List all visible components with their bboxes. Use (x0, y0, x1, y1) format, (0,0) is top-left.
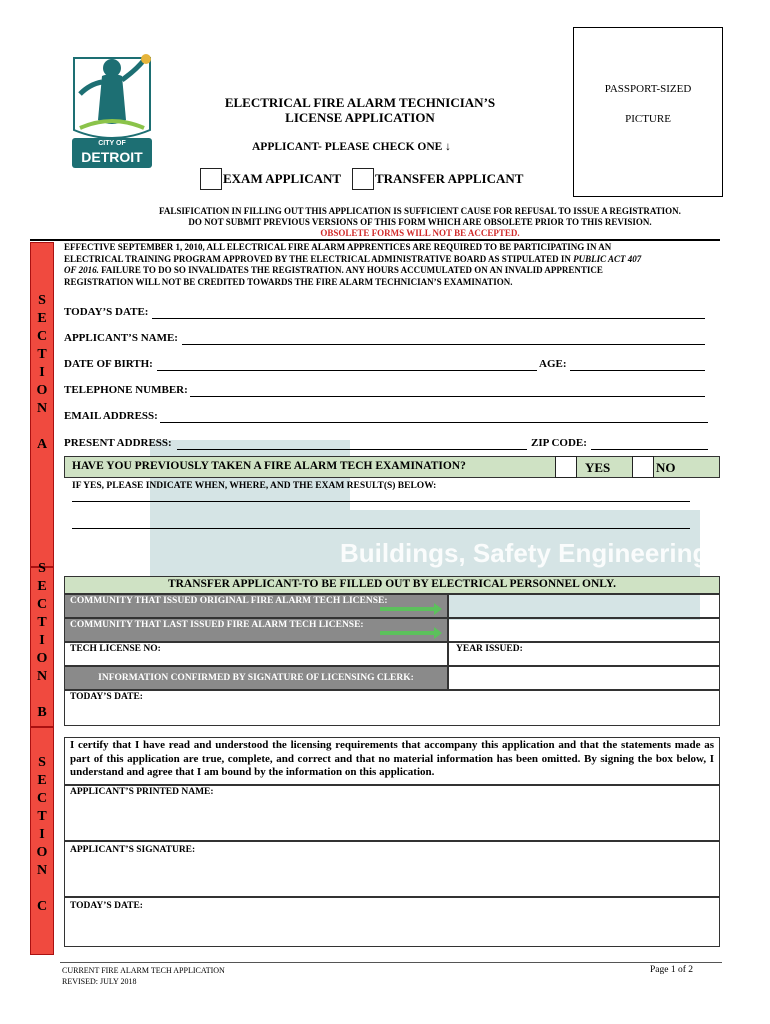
apprentice-notice (64, 242, 726, 288)
side-letter: O (36, 383, 48, 398)
previous-exam-yes-label: YES (585, 460, 611, 475)
side-letter: N (36, 863, 48, 878)
side-letter: O (36, 845, 48, 860)
transfer-applicant-checkbox[interactable] (352, 168, 374, 190)
notice-line2-text: ELECTRICAL TRAINING PROGRAM APPROVED BY THE ELECTRICAL ADMINISTRATIVE BOARD AS STIPULATED IN (64, 253, 574, 264)
email-input[interactable] (160, 422, 708, 423)
city-of-detroit-logo (66, 50, 158, 172)
page-number: Page 1 of 2 (650, 965, 694, 975)
side-letter: T (37, 347, 47, 362)
passport-label-line1: PASSPORT-SIZED (604, 83, 692, 95)
footer-revised: REVISED: JULY 2018 (62, 977, 137, 986)
arrow-icon (380, 607, 434, 611)
notice-line4: REGISTRATION WILL NOT BE CREDITED TOWARDS THE FIRE ALARM TECHNICIAN’S EXAMINATION. (64, 276, 513, 287)
side-letter: E (37, 579, 47, 594)
section-c-todays-date-cell[interactable] (64, 897, 720, 947)
warning-line1: FALSIFICATION IN FILLING OUT THIS APPLICATION IS SUFFICIENT CAUSE FOR REFUSAL TO ISSUE A REGISTRATION. (159, 206, 681, 216)
passport-label-line2: PICTURE (625, 113, 671, 125)
todays-date-label: TODAY’S DATE: (64, 306, 149, 318)
last-community-input[interactable] (448, 618, 720, 642)
clerk-signature-input[interactable] (448, 666, 720, 690)
side-letter: S (38, 561, 46, 576)
previous-exam-no-checkbox[interactable] (632, 456, 654, 478)
form-title-line1: ELECTRICAL FIRE ALARM TECHNICIAN’S (224, 95, 496, 110)
section-c-todays-date-label: TODAY’S DATE: (70, 901, 143, 911)
applicant-name-label: APPLICANT’S NAME: (64, 332, 178, 344)
side-letter (31, 418, 53, 436)
footer-form-name: CURRENT FIRE ALARM TECH APPLICATION (62, 966, 225, 975)
side-letter: S (38, 293, 46, 308)
telephone-label: TELEPHONE NUMBER: (64, 384, 188, 396)
side-letter: N (36, 401, 48, 416)
side-letter: C (36, 329, 48, 344)
transfer-applicant-label: TRANSFER APPLICANT (375, 171, 524, 186)
side-letter: E (37, 311, 47, 326)
falsification-warning (60, 206, 770, 239)
exam-details-line-1[interactable] (72, 501, 690, 502)
side-letter: T (37, 809, 47, 824)
notice-public-act: PUBLIC ACT 407 (573, 253, 642, 264)
section-b-header-text: TRANSFER APPLICANT-TO BE FILLED OUT BY ELECTRICAL PERSONNEL ONLY. (167, 578, 617, 590)
notice-line2 (64, 254, 726, 266)
applicant-name-input[interactable] (182, 344, 705, 345)
check-one-instruction: APPLICANT- PLEASE CHECK ONE ↓ (252, 141, 451, 153)
previous-exam-yes-checkbox[interactable] (555, 456, 577, 478)
notice-line3-text: FAILURE TO DO SO INVALIDATES THE REGISTRATION. ANY HOURS ACCUMULATED ON AN INVALID APPRENTICE (98, 265, 603, 275)
footer-divider (60, 962, 722, 963)
warning-obsolete: OBSOLETE FORMS WILL NOT BE ACCEPTED. (320, 228, 520, 238)
certification-text: I certify that I have read and understood the licensing requirements that accompany this application and that the statements made as part of this application are true, complete, and correct and that no material information has been omitted. By signing the box below, I understand and agree that I am bound by the information on this application. (70, 739, 714, 778)
date-of-birth-label: DATE OF BIRTH: (64, 358, 153, 370)
form-title-line2: LICENSE APPLICATION (285, 110, 435, 125)
side-letter (31, 686, 53, 704)
previous-exam-question: HAVE YOU PREVIOUSLY TAKEN A FIRE ALARM TECH EXAMINATION? (72, 460, 466, 472)
side-letter: I (39, 365, 45, 380)
side-letter: B (37, 705, 47, 720)
logo-text-detroit: DETROIT (81, 149, 143, 165)
date-of-birth-input[interactable] (157, 370, 537, 371)
original-community-label: COMMUNITY THAT ISSUED ORIGINAL FIRE ALARM TECH LICENSE: (70, 596, 388, 606)
confirmed-label: INFORMATION CONFIRMED BY SIGNATURE OF LICENSING CLERK: (98, 673, 414, 683)
form-title (190, 95, 530, 125)
original-community-input[interactable] (448, 594, 720, 618)
zip-code-input[interactable] (591, 449, 708, 450)
signature-label: APPLICANT’S SIGNATURE: (70, 845, 196, 855)
age-input[interactable] (570, 370, 705, 371)
zip-code-label: ZIP CODE: (531, 437, 587, 449)
exam-applicant-label: EXAM APPLICANT (223, 171, 342, 186)
printed-name-label: APPLICANT’S PRINTED NAME: (70, 787, 214, 797)
section-b-todays-date-cell[interactable] (64, 690, 720, 726)
exam-details-line-2[interactable] (72, 528, 690, 529)
side-letter: O (36, 651, 48, 666)
notice-line3 (64, 265, 726, 277)
notice-year: OF 2016. (64, 265, 99, 275)
age-label: AGE: (539, 358, 567, 370)
if-yes-instruction: IF YES, PLEASE INDICATE WHEN, WHERE, AND THE EXAM RESULT(S) BELOW: (72, 481, 437, 491)
divider (30, 239, 720, 241)
side-letter: C (36, 597, 48, 612)
tech-license-no-label: TECH LICENSE NO: (70, 644, 161, 654)
side-letter: N (36, 669, 48, 684)
section-b-todays-date-label: TODAY’S DATE: (70, 692, 143, 702)
arrow-icon (380, 631, 434, 635)
email-label: EMAIL ADDRESS: (64, 410, 158, 422)
side-letter (31, 880, 53, 898)
year-issued-label: YEAR ISSUED: (456, 644, 523, 654)
present-address-label: PRESENT ADDRESS: (64, 437, 172, 449)
exam-applicant-checkbox[interactable] (200, 168, 222, 190)
side-letter: E (37, 773, 47, 788)
side-letter: A (36, 437, 48, 452)
passport-photo-box (573, 27, 723, 197)
previous-exam-no-label: NO (656, 460, 676, 475)
todays-date-input[interactable] (152, 318, 705, 319)
logo-text-city-of: CITY OF (98, 140, 126, 147)
warning-line2: DO NOT SUBMIT PREVIOUS VERSIONS OF THIS FORM WHICH ARE OBSOLETE PRIOR TO THIS REVISION. (188, 217, 652, 227)
side-letter: S (38, 755, 46, 770)
side-letter: C (36, 791, 48, 806)
present-address-input[interactable] (177, 449, 527, 450)
side-letter: C (36, 899, 48, 914)
last-community-label: COMMUNITY THAT LAST ISSUED FIRE ALARM TECH LICENSE: (70, 620, 364, 630)
side-letter: T (37, 615, 47, 630)
watermark-text: Buildings, Safety Engineering (340, 538, 709, 568)
side-letter: I (39, 633, 45, 648)
notice-line1: EFFECTIVE SEPTEMBER 1, 2010, ALL ELECTRICAL FIRE ALARM APPRENTICES ARE REQUIRED TO BE PARTICIPATING IN AN (64, 242, 612, 252)
side-letter: I (39, 827, 45, 842)
telephone-input[interactable] (190, 396, 705, 397)
